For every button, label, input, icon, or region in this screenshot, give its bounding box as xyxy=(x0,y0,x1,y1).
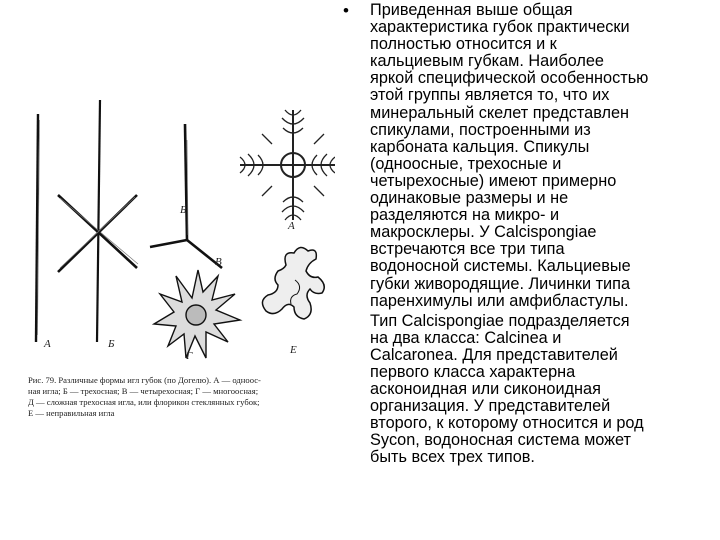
caption-line: Е — неправильная игла xyxy=(28,408,115,418)
text-line: макросклеры. У Calcispongiae xyxy=(370,223,597,242)
text-line: (одноосные, трехосные и xyxy=(370,154,562,173)
text-line: полностью относится и к xyxy=(370,35,557,54)
irregular-spicule xyxy=(262,247,324,319)
spicule-drawings xyxy=(0,80,335,380)
text-line: Calcaronea. Для представителей xyxy=(370,345,618,364)
text-line: карбоната кальция. Спикулы xyxy=(370,137,590,156)
label-b2: Б xyxy=(180,204,187,216)
text-line: организация. У представителей xyxy=(370,397,611,416)
text-line: на два класса: Calcinea и xyxy=(370,328,562,347)
polyaxon-spicule xyxy=(154,270,240,358)
text-line: первого класса характерна xyxy=(370,362,576,381)
paragraph-1 xyxy=(370,2,718,310)
text-line: яркой специфической особенностью xyxy=(370,69,649,88)
text-line: асконоидная или сиконоидная xyxy=(370,380,601,399)
label-v: В xyxy=(215,256,222,268)
paragraph-2 xyxy=(370,313,718,467)
triaxon-spicule xyxy=(58,100,138,342)
text-line: четырехосные) имеют примерно xyxy=(370,171,617,190)
text-line: водоносной системы. Кальциевые xyxy=(370,257,631,276)
floricome-spicule xyxy=(240,110,335,220)
text-column xyxy=(343,2,718,467)
text-line: спикулами, построенными из xyxy=(370,120,591,139)
label-a2: А xyxy=(288,220,295,232)
text-line: встречаются все три типа xyxy=(370,240,565,259)
bullet-marker: • xyxy=(343,1,349,20)
text-line: Тип Calcispongiae подразделяется xyxy=(370,311,630,330)
text-line: минеральный скелет представлен xyxy=(370,103,630,122)
figure-caption xyxy=(28,375,308,419)
text-line: разделяются на микро- и xyxy=(370,206,560,225)
text-line: одинаковые размеры и не xyxy=(370,189,569,208)
text-line: Sycon, водоносная система может xyxy=(370,431,631,450)
triradiate-spicule xyxy=(150,124,222,268)
caption-line: Рис. 79. Различные формы игл губок (по Догелю). А — одноос- xyxy=(28,375,261,385)
text-line: губки живородящие. Личинки типа xyxy=(370,274,631,293)
text-line: этой группы является то, что их xyxy=(370,86,610,105)
label-b1: Б xyxy=(108,338,115,350)
text-line: Приведенная выше общая xyxy=(370,1,573,19)
text-line: быть всех трех типов. xyxy=(370,448,535,467)
text-line: кальциевым губкам. Наиболее xyxy=(370,52,604,71)
text-line: характеристика губок практически xyxy=(370,18,630,37)
label-e: Е xyxy=(290,344,297,356)
text-line: второго, к которому относится и род xyxy=(370,414,644,433)
caption-line: Д — сложная трехосная игла, или флорикон стеклянных губок; xyxy=(28,397,260,407)
label-a1: А xyxy=(44,338,51,350)
text-line: паренхимулы или амфибластулы. xyxy=(370,291,629,310)
label-g: Г xyxy=(186,350,193,362)
monaxon-spicule xyxy=(36,114,40,342)
caption-line: ная игла; Б — трехосная; В — четырехосная; Г — многоосная; xyxy=(28,386,259,396)
